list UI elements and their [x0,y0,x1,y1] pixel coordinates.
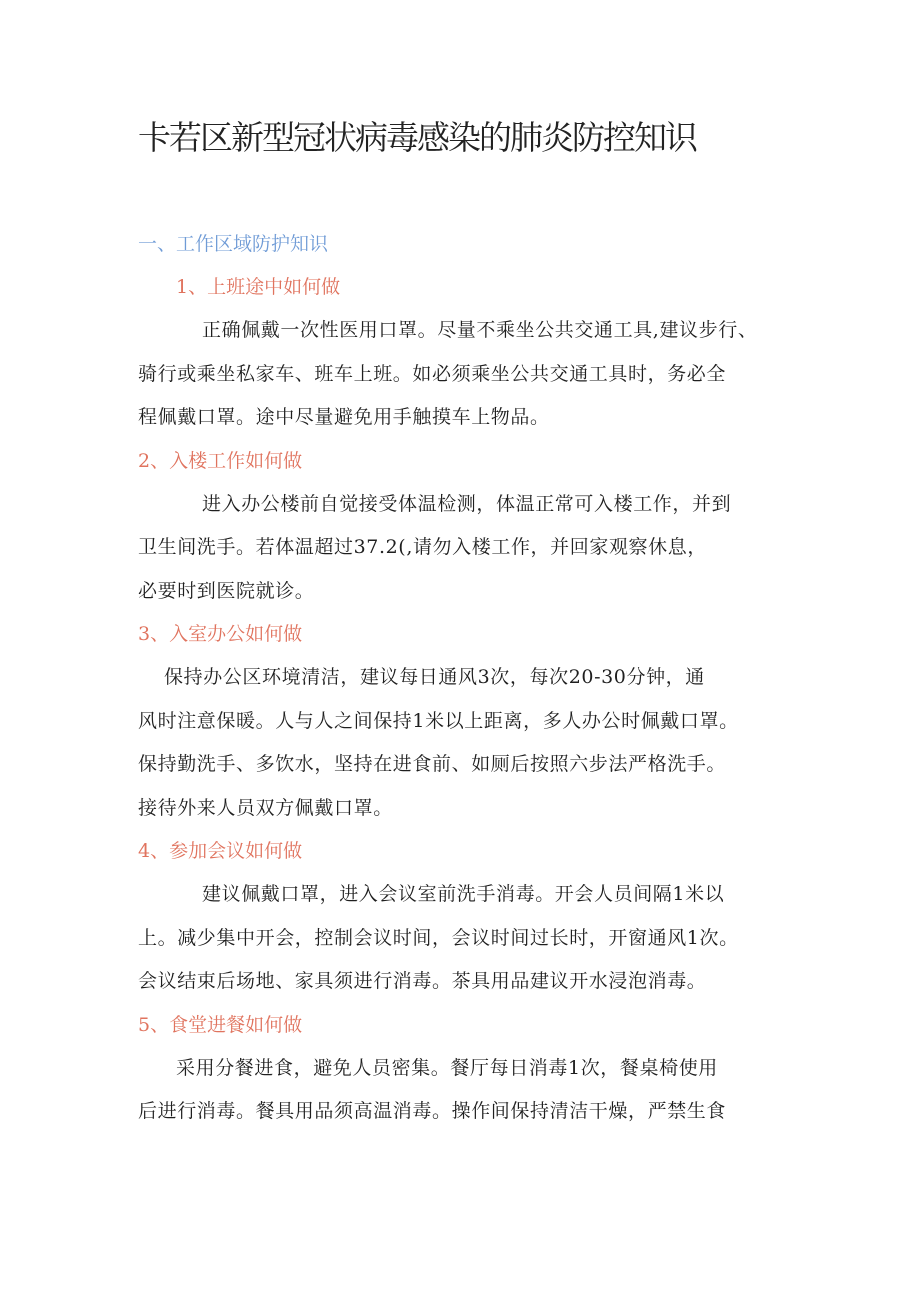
section-heading-work-area: 一、工作区域防护知识 [138,233,329,255]
paragraph-line: 建议佩戴口罩，进入会议室前洗手消毒。开会人员间隔1米以 [202,883,725,905]
paragraph-office-work [138,656,788,830]
paragraph-line: 进入办公楼前自觉接受体温检测，体温正常可入楼工作，并到 [202,492,732,515]
subheading-commute: 1、上班途中如何做 [176,276,341,298]
paragraph-line: 会议结束后场地、家具须进行消毒。茶具用品建议开水浸泡消毒。 [138,970,707,992]
paragraph-meetings [138,873,788,1004]
paragraph-line: 风时注意保暖。人与人之间保持1米以上距离，多人办公时佩戴口罩。 [138,709,739,732]
paragraph-line: 骑行或乘坐私家车、班车上班。如必须乘坐公共交通工具时，务必全 [138,362,727,385]
paragraph-line: 保持勤洗手、多饮水，坚持在进食前、如厕后按照六步法严格洗手。 [138,753,727,775]
paragraph-line: 接待外来人员双方佩戴口罩。 [138,796,393,819]
subheading-office-work: 3、入室办公如何做 [138,623,303,645]
paragraph-enter-building [138,483,788,614]
subheading-meetings: 4、参加会议如何做 [138,840,303,862]
paragraph-line: 上。减少集中开会，控制会议时间，会议时间过长时，开窗通风1次。 [138,926,739,949]
paragraph-line: 必要时到医院就诊。 [138,579,315,602]
paragraph-line: 正确佩戴一次性医用口罩。尽量不乘坐公共交通工具,建议步行、 [202,319,758,341]
document-body [138,222,788,1134]
paragraph-commute [138,309,788,440]
paragraph-line: 卫生间洗手。若体温超过37.2(,请勿入楼工作，并回家观察休息， [138,536,707,558]
paragraph-line: 程佩戴口罩。途中尽量避免用手触摸车上物品。 [138,406,550,428]
subheading-canteen: 5、食堂进餐如何做 [138,1013,303,1036]
paragraph-line: 后进行消毒。餐具用品须高温消毒。操作间保持清洁干燥，严禁生食 [138,1100,727,1122]
document-title: 卡若区新型冠状病毒感染的肺炎防控知识 [138,118,696,157]
paragraph-canteen [138,1047,788,1134]
paragraph-line: 采用分餐进食，避免人员密集。餐厅每日消毒1次，餐桌椅使用 [176,1056,718,1079]
subheading-enter-building: 2、入楼工作如何做 [138,449,303,472]
paragraph-line: 保持办公区环境清洁，建议每日通风3次，每次20-30分钟，通 [164,666,705,688]
